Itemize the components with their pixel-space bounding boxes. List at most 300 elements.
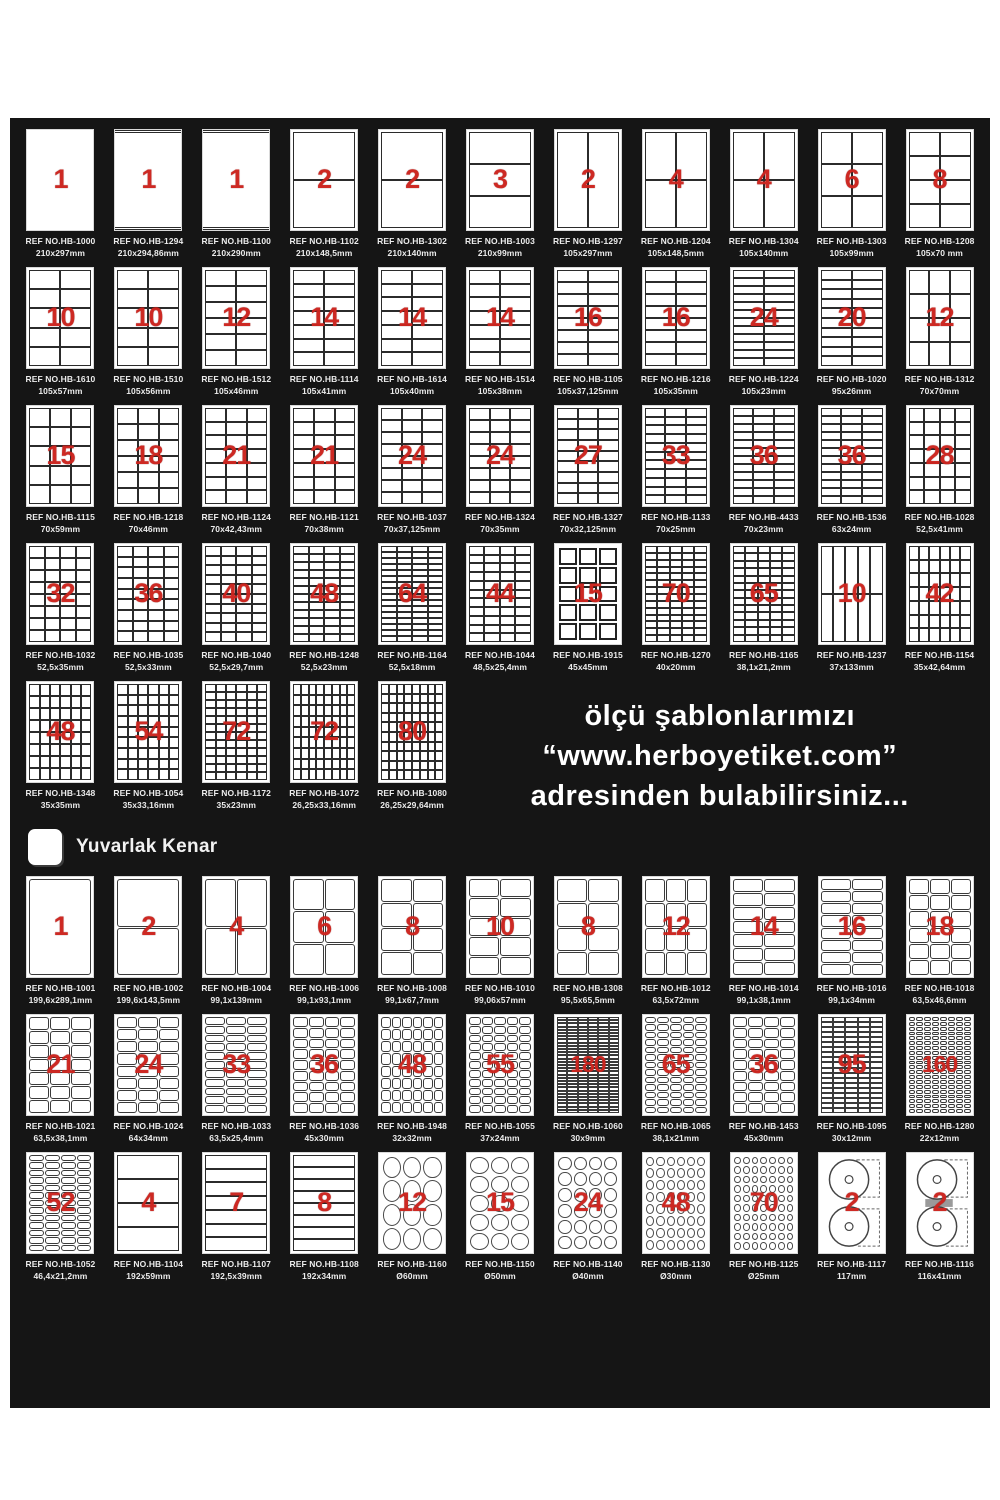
label-dimensions: 70x37,125mm (383, 524, 441, 534)
label-cell (646, 1168, 654, 1178)
label-cell (916, 1032, 923, 1036)
label-cell (205, 684, 215, 692)
label-cell (940, 1046, 947, 1050)
label-cell (381, 1078, 391, 1089)
label-cell (340, 705, 348, 716)
label-cell (697, 1204, 705, 1214)
label-dimensions: Ø25mm (747, 1271, 780, 1281)
label-cell (670, 615, 682, 622)
ref-number: REF NO.HB-1224 (728, 374, 799, 384)
ref-number: REF NO.HB-1001 (25, 983, 96, 993)
label-cell (870, 546, 882, 594)
ref-number: REF NO.HB-1016 (816, 983, 887, 993)
label-cell (733, 408, 754, 416)
label-layout-diagram (379, 544, 445, 644)
label-cell (782, 553, 794, 560)
label-cell (964, 1041, 971, 1045)
label-cell (694, 560, 706, 567)
labels-per-sheet-count: 4 (668, 163, 683, 194)
label-cell (247, 692, 257, 700)
ref-number: REF NO.HB-1108 (289, 1259, 359, 1269)
label-cell (940, 422, 956, 436)
label-cell (940, 1090, 947, 1094)
label-cell (787, 1195, 794, 1203)
label-cell (677, 1240, 685, 1250)
label-cell (948, 1022, 955, 1026)
label-cell (733, 627, 745, 634)
label-cell (71, 408, 92, 427)
label-cell (484, 546, 500, 555)
label-cell (29, 1185, 44, 1191)
label-cell (236, 623, 252, 633)
label-cell (780, 1103, 795, 1113)
label-cell (252, 604, 268, 614)
label-cell (324, 570, 340, 578)
label-cell (515, 607, 531, 616)
label-cell (694, 628, 706, 635)
label-cell (81, 720, 91, 732)
labels-per-sheet-count: 15 (573, 577, 602, 608)
label-cell (519, 1096, 531, 1104)
label-cell (325, 1028, 340, 1038)
label-cell (247, 708, 257, 716)
label-cell (435, 751, 443, 761)
label-cell (392, 1017, 402, 1028)
label-cell (821, 952, 852, 963)
label-cell (469, 1061, 481, 1069)
label-cell (687, 1240, 695, 1250)
label-cell (687, 1228, 695, 1238)
label-cell (29, 270, 60, 289)
label-cell (247, 772, 257, 780)
label-cell (324, 610, 340, 618)
label-cell (226, 684, 236, 692)
label-cell (778, 1157, 785, 1165)
label-dimensions: 105x37,125mm (557, 386, 619, 396)
label-cell (335, 490, 356, 504)
label-cell (758, 568, 770, 575)
label-card (633, 406, 718, 535)
label-cell (778, 1195, 785, 1203)
label-cell (511, 1157, 529, 1174)
label-cell (764, 342, 795, 350)
ref-number: REF NO.HB-1121 (289, 512, 359, 522)
label-cell (964, 1090, 971, 1094)
label-cell (77, 1230, 92, 1236)
label-cell (778, 1185, 785, 1193)
label-cell (758, 612, 770, 619)
label-cell (226, 1035, 246, 1043)
labels-per-sheet-count: 21 (46, 1048, 75, 1079)
label-cell (940, 1041, 947, 1045)
label-card (282, 1153, 367, 1282)
label-cell (733, 342, 764, 350)
label-cell (71, 756, 81, 768)
label-cell (657, 1032, 669, 1038)
labels-per-sheet-count: 24 (398, 439, 427, 470)
label-cell (29, 582, 45, 594)
labels-per-sheet-count: 7 (229, 1186, 244, 1217)
label-cell (236, 270, 267, 286)
label-cell (61, 1222, 76, 1228)
label-cell (821, 132, 852, 164)
label-cell (205, 1096, 225, 1104)
label-dimensions: 48,5x25,4mm (472, 662, 527, 672)
label-cell (683, 1039, 695, 1045)
label-layout-diagram (819, 406, 885, 506)
label-card (370, 1015, 455, 1144)
label-cell (325, 1103, 340, 1113)
label-cell (138, 488, 159, 504)
label-cell (753, 424, 774, 432)
label-cell (402, 1029, 412, 1040)
label-cell (734, 1176, 741, 1184)
label-cell (909, 1046, 916, 1050)
label-cell (77, 1192, 92, 1198)
label-cell (930, 944, 950, 959)
label-cell (50, 485, 71, 504)
label-dimensions: 70x23mm (743, 524, 784, 534)
ref-number: REF NO.HB-1021 (25, 1121, 96, 1131)
label-cell (695, 1077, 707, 1083)
label-cell (324, 705, 332, 716)
label-cell (687, 1157, 695, 1167)
label-cell (340, 554, 356, 562)
labels-per-sheet-count: 72 (222, 715, 251, 746)
label-cell (61, 1237, 76, 1243)
label-cell (955, 422, 971, 436)
label-cell (76, 570, 92, 582)
label-cell (588, 354, 619, 366)
label-cell (588, 270, 619, 282)
label-layout-diagram (27, 268, 93, 368)
label-cell (956, 1099, 963, 1103)
label-cell (45, 1155, 60, 1161)
label-cell (423, 1017, 433, 1028)
label-cell (645, 495, 666, 504)
label-cell (774, 480, 795, 488)
label-cell (697, 1216, 705, 1226)
labels-per-sheet-count: 16 (573, 301, 602, 332)
label-cell (332, 684, 340, 695)
label-dimensions: 70x25mm (656, 524, 696, 534)
label-cell (646, 1216, 654, 1226)
label-cell (909, 463, 925, 477)
label-cell (519, 1043, 531, 1051)
label-cell (916, 1104, 923, 1108)
label-cell (964, 1056, 971, 1060)
label-cell (924, 1090, 931, 1094)
label-dimensions: 52,5x35mm (37, 662, 84, 672)
label-cell (646, 1204, 654, 1214)
label-dimensions: 199,6x143,5mm (116, 995, 181, 1005)
label-cell (733, 496, 754, 504)
label-cell (128, 769, 138, 780)
label-layout-diagram (467, 877, 533, 977)
label-cell (60, 558, 76, 570)
label-cell (782, 568, 794, 575)
label-cell (128, 759, 138, 770)
ref-number: REF NO.HB-1002 (113, 983, 184, 993)
label-cell (340, 727, 348, 738)
label-cell (138, 695, 148, 706)
label-cell (29, 696, 39, 708)
label-cell (909, 1104, 916, 1108)
label-cell (665, 478, 686, 487)
label-cell (50, 696, 60, 708)
label-cell (870, 1108, 882, 1113)
label-cell (50, 756, 60, 768)
label-cell (515, 563, 531, 572)
label-cell (61, 1245, 76, 1251)
label-cell (758, 561, 770, 568)
label-cell (117, 759, 127, 770)
label-cell (557, 483, 578, 494)
label-cell (645, 1047, 657, 1053)
label-cell (683, 1107, 695, 1113)
label-cell (778, 1214, 785, 1222)
label-cell (29, 1170, 44, 1176)
label-cell (77, 1170, 92, 1176)
label-cell (764, 286, 795, 294)
label-cell (557, 429, 578, 440)
label-cell (247, 477, 268, 491)
label-cell (500, 563, 516, 572)
label-cell (665, 408, 686, 417)
label-cell (309, 705, 317, 716)
label-cell (782, 627, 794, 634)
label-cell (428, 732, 436, 742)
label-cell (515, 598, 531, 607)
label-card (282, 130, 367, 259)
label-cell (743, 1185, 750, 1193)
label-card (809, 130, 894, 259)
label-cell (745, 553, 757, 560)
label-cell (645, 342, 676, 354)
label-cell (293, 1239, 355, 1251)
label-card (721, 268, 806, 397)
label-card (194, 544, 279, 673)
label-cell (852, 280, 883, 290)
label-cell (148, 748, 158, 759)
label-cell (404, 761, 412, 771)
label-cell (314, 422, 335, 436)
label-layout-diagram (643, 1015, 709, 1115)
label-cell (733, 561, 745, 568)
label-layout-diagram (731, 544, 797, 644)
label-cell (76, 546, 92, 558)
label-cell (964, 1032, 971, 1036)
label-cell (733, 1103, 748, 1113)
label-cell (247, 1017, 267, 1025)
label-cell (964, 1065, 971, 1069)
ref-number: REF NO.HB-1610 (25, 374, 96, 384)
label-cell (381, 684, 389, 694)
label-layout-diagram (27, 406, 93, 506)
label-cell (61, 1155, 76, 1161)
label-cell (695, 1062, 707, 1068)
labels-per-sheet-count: 2 (844, 1186, 859, 1217)
label-cell (656, 1157, 664, 1167)
label-card (458, 544, 543, 673)
label-cell (948, 1104, 955, 1108)
label-layout-diagram (379, 1153, 445, 1253)
label-card (545, 1153, 630, 1282)
label-cell (412, 270, 443, 284)
label-cell (733, 1092, 748, 1102)
label-cell (434, 1041, 444, 1052)
labels-per-sheet-count: 36 (749, 439, 778, 470)
label-cell (924, 1036, 931, 1040)
label-cell (397, 684, 405, 694)
label-cell (733, 620, 745, 627)
label-cell (29, 594, 45, 606)
label-cell (117, 769, 127, 780)
label-cell (128, 748, 138, 759)
label-cell (293, 1071, 308, 1081)
label-cell (169, 705, 179, 716)
label-cell (138, 684, 148, 695)
label-cell (381, 879, 412, 902)
label-card (106, 877, 191, 1006)
ref-number: REF NO.HB-1140 (553, 1259, 623, 1269)
label-cell (964, 1027, 971, 1031)
label-cell (226, 708, 236, 716)
label-cell (293, 716, 301, 727)
label-cell (148, 631, 164, 642)
label-cell (960, 601, 970, 615)
label-cell (40, 684, 50, 696)
label-cell (733, 948, 764, 961)
label-cell (138, 769, 148, 780)
label-cell (301, 705, 309, 716)
label-cell (301, 748, 309, 759)
labels-per-sheet-count: 80 (398, 715, 427, 746)
label-cell (404, 694, 412, 704)
label-cell (657, 546, 669, 553)
label-cell (697, 1180, 705, 1190)
ref-number: REF NO.HB-1614 (377, 374, 448, 384)
label-cell (484, 625, 500, 634)
label-cell (316, 769, 324, 780)
label-cell (924, 1022, 931, 1026)
label-cell (293, 408, 314, 422)
label-card (194, 130, 279, 259)
label-cell (71, 1086, 91, 1099)
ref-number: REF NO.HB-1327 (552, 512, 623, 522)
label-cell (782, 620, 794, 627)
label-cell (226, 408, 247, 422)
label-cell (381, 713, 389, 723)
label-cell (774, 472, 795, 480)
label-cell (221, 623, 237, 633)
label-dimensions: 210x148,5mm (295, 248, 353, 258)
ref-number: REF NO.HB-1008 (377, 983, 448, 993)
label-cell (128, 684, 138, 695)
label-dimensions: 70x35mm (480, 524, 520, 534)
label-cell (484, 633, 500, 642)
label-cell (257, 708, 267, 716)
label-cell (60, 684, 70, 696)
label-layout-diagram (643, 544, 709, 644)
label-cell (77, 1245, 92, 1251)
label-cell (557, 408, 578, 419)
label-cell (205, 1035, 225, 1043)
label-cell (50, 1086, 70, 1099)
label-cell (787, 1214, 794, 1222)
label-cell (402, 1102, 412, 1113)
label-cell (924, 1032, 931, 1036)
label-layout-diagram (467, 268, 533, 368)
label-cell (301, 769, 309, 780)
label-cell (381, 1029, 391, 1040)
labels-per-sheet-count: 36 (310, 1048, 339, 1079)
label-layout-diagram (291, 1015, 357, 1115)
label-cell (929, 615, 939, 629)
label-cell (683, 1017, 695, 1023)
label-dimensions: 105x99mm (829, 248, 874, 258)
label-cell (392, 1029, 402, 1040)
label-cell (960, 546, 970, 560)
label-layout-diagram (203, 682, 269, 782)
labels-per-sheet-count: 95 (837, 1048, 866, 1079)
labels-per-sheet-count: 16 (837, 910, 866, 941)
labels-per-sheet-count: 12 (398, 1186, 427, 1217)
label-dimensions: 45x45mm (568, 662, 608, 672)
label-cell (519, 1088, 531, 1096)
label-cell (677, 1157, 685, 1167)
label-cell (919, 615, 929, 629)
labels-per-sheet-count: 21 (310, 439, 339, 470)
label-cell (29, 1200, 44, 1206)
label-dimensions: 95,5x65,5mm (560, 995, 615, 1005)
label-dimensions: 105x46mm (214, 386, 259, 396)
label-cell (500, 625, 516, 634)
label-layout-diagram (27, 877, 93, 977)
label-cell (324, 352, 355, 366)
label-cell (758, 553, 770, 560)
label-cell (758, 546, 770, 553)
label-cell (670, 621, 682, 628)
label-cell (226, 1017, 246, 1025)
label-cell (733, 546, 745, 553)
label-cell (205, 692, 215, 700)
label-cell (423, 1228, 441, 1250)
label-cell (932, 1017, 939, 1021)
label-cell (916, 1095, 923, 1099)
label-cell (932, 1099, 939, 1103)
label-cell (309, 1082, 324, 1092)
ref-number: REF NO.HB-1060 (552, 1121, 623, 1131)
label-cell (29, 1086, 49, 1099)
label-cell (469, 1105, 481, 1113)
label-cell (205, 748, 215, 756)
label-cell (745, 635, 757, 642)
ref-number: REF NO.HB-1302 (377, 236, 448, 246)
label-dimensions: 70x32,125mm (559, 524, 617, 534)
labels-per-sheet-count: 24 (749, 301, 778, 332)
label-cell (909, 435, 925, 449)
label-cell (909, 342, 930, 366)
label-cell (609, 1110, 619, 1113)
label-card (633, 544, 718, 673)
label-cell (645, 594, 657, 601)
label-layout-diagram (27, 682, 93, 782)
label-cell (138, 1017, 158, 1028)
label-cell (870, 594, 882, 642)
label-cell (645, 608, 657, 615)
label-cell (909, 615, 919, 629)
